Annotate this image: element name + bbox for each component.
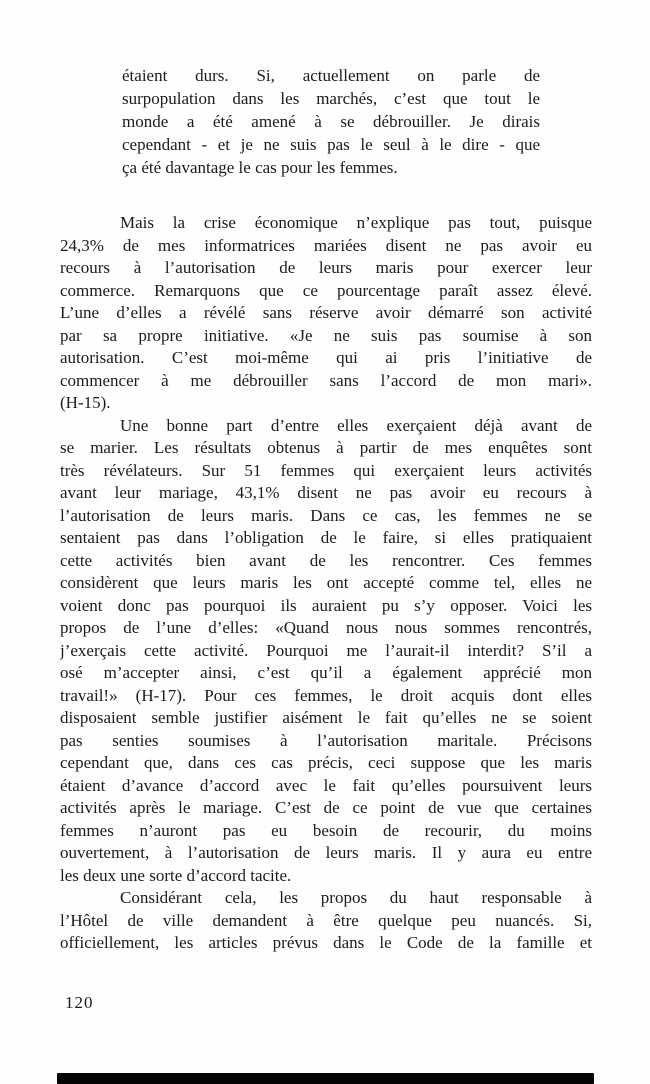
text-line: se marier. Les résultats obtenus à partir de mes enquêtes sont	[60, 438, 592, 457]
text-line: cependant - et je ne suis pas le seul à le dire - que	[122, 135, 540, 154]
text-line: commerce. Remarquons que ce pourcentage paraît assez élevé.	[60, 280, 592, 300]
text-line: étaient d’avance d’accord avec le fait qu’elles poursuivent leurs	[60, 775, 592, 795]
text-line: activités après le mariage. C’est de ce point de vue que certaines	[60, 798, 592, 817]
text-line: les deux une sorte d’accord tacite.	[60, 865, 292, 885]
text-line: recours à l’autorisation de leurs maris pour exercer leur	[60, 258, 592, 277]
block-quote	[122, 64, 540, 179]
text-line: disposaient semble justifier aisément le fait qu’elles ne se soient	[60, 708, 592, 727]
text-line: pas senties soumises à l’autorisation maritale. Précisons	[60, 730, 592, 750]
text-line: l’Hôtel de ville demandent à être quelque peu nuancés. Si,	[60, 910, 592, 930]
paragraph-1	[60, 212, 592, 415]
text-line: j’exerçais cette activité. Pourquoi me l’aurait-il interdit? S’il a	[60, 640, 592, 660]
scan-artifact-bar	[57, 1073, 594, 1084]
text-line: considèrent que leurs maris les ont accepté comme tel, elles ne	[60, 573, 592, 592]
text-line: l’autorisation de leurs maris. Dans ce cas, les femmes ne se	[60, 505, 592, 525]
text-line: officiellement, les articles prévus dans le Code de la famille et	[60, 933, 592, 952]
text-line: L’une d’elles a révélé sans réserve avoir démarré son activité	[60, 303, 592, 322]
paragraph-3	[60, 887, 592, 955]
text-line: osé m’accepter ainsi, c’est qu’il a également apprécié mon	[60, 663, 592, 682]
text-line: ça été davantage le cas pour les femmes.	[122, 158, 398, 177]
text-line: Mais la crise économique n’explique pas tout, puisque	[120, 213, 592, 232]
text-line: 24,3% de mes informatrices mariées disent ne pas avoir eu	[60, 235, 592, 255]
text-line: autorisation. C’est moi-même qui ai pris l’initiative de	[60, 348, 592, 367]
text-line: (H-15).	[60, 393, 111, 412]
page-number: 120	[65, 993, 94, 1012]
text-line: ouvertement, à l’autorisation de leurs maris. Il y aura eu entre	[60, 843, 592, 862]
text-line: très révélateurs. Sur 51 femmes qui exerçaient leurs activités	[60, 460, 592, 480]
text-line: commencer à me débrouiller sans l’accord de mon mari».	[60, 370, 592, 390]
text-line: étaient durs. Si, actuellement on parle de	[122, 66, 540, 85]
text-line: cette activités bien avant de les rencontrer. Ces femmes	[60, 550, 592, 570]
text-line: par sa propre initiative. «Je ne suis pas soumise à son	[60, 325, 592, 345]
text-line: Une bonne part d’entre elles exerçaient déjà avant de	[120, 415, 592, 435]
text-line: travail!» (H-17). Pour ces femmes, le droit acquis dont elles	[60, 685, 592, 705]
text-line: monde a été amené à se débrouiller. Je dirais	[122, 112, 540, 131]
text-line: propos de l’une d’elles: «Quand nous nous sommes rencontrés,	[60, 618, 592, 637]
text-line: voient donc pas pourquoi ils auraient pu s’y opposer. Voici les	[60, 595, 592, 615]
text-line: femmes n’auront pas eu besoin de recourir, du moins	[60, 820, 592, 840]
text-line: cependant que, dans ces cas précis, ceci suppose que les maris	[60, 753, 592, 772]
text-line: sentaient pas dans l’obligation de le faire, si elles pratiquaient	[60, 528, 592, 547]
text-line: Considérant cela, les propos du haut responsable à	[120, 888, 592, 907]
paragraph-2	[60, 415, 592, 888]
text-line: avant leur mariage, 43,1% disent ne pas avoir eu recours à	[60, 483, 592, 502]
text-line: surpopulation dans les marchés, c’est que tout le	[122, 89, 540, 108]
text-blocks	[0, 64, 650, 955]
